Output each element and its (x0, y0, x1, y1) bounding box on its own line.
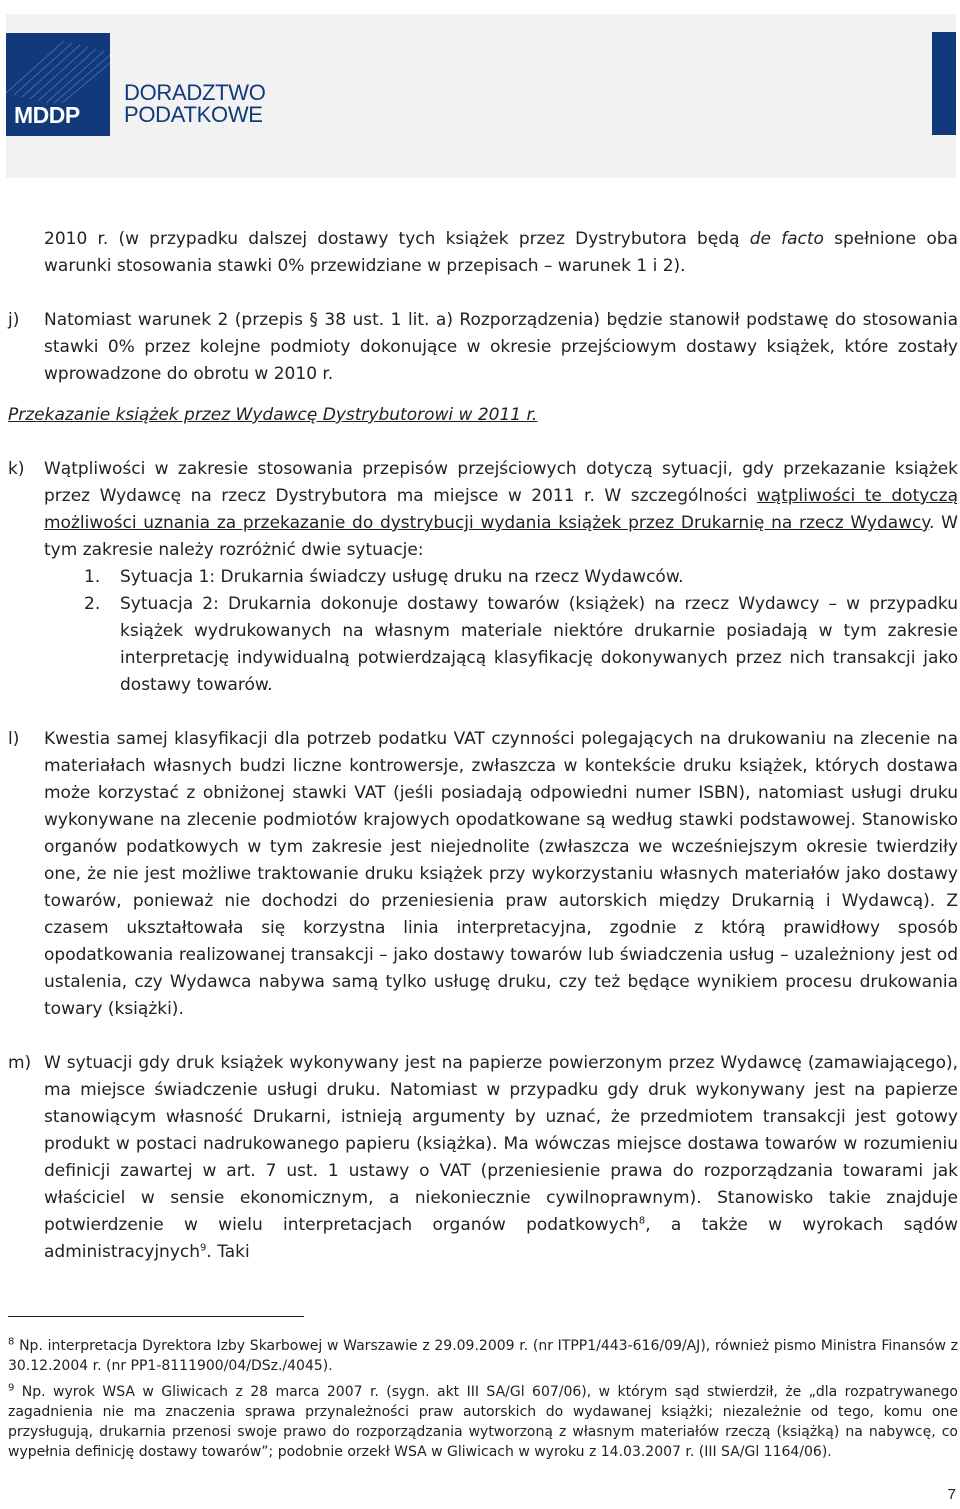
paragraph-text: Wątpliwości w zakresie stosowania przepisów przejściowych dotyczą sytuacji, gdy przekazanie książek przez Wydawcę na rzecz Dystrybutora ma miejsce w 2011 r. W szczególności (44, 459, 958, 506)
footnote-text: Np. wyrok WSA w Gliwicach z 28 marca 2007 r. (sygn. akt III SA/Gl 607/06), w którym sąd stwierdził, że „dla rozpatrywanego zagadnienia nie ma znaczenia sprawa przynależności praw autorskich do wydawanej książki; niezależnie od tego, komu one przysługują, drukarnia przenosi swoje prawo do rozporządzania wytworzoną z własnym materiałów rzeczą (książką) na nabywcę, co wypełnia definicję dostawy towarów”; podobnie orzekł WSA w Gliwicach w wyroku z 14.03.2007 r. (III SA/Gl 1164/06). (8, 1384, 958, 1460)
paragraph-k (8, 456, 958, 564)
page-number: 7 (947, 1486, 956, 1503)
list-item-number: 1. (84, 567, 101, 587)
list-item (84, 591, 958, 699)
logo-abbr: MDDP (14, 102, 80, 128)
footnote-divider (8, 1316, 304, 1317)
paragraph-text: W sytuacji gdy druk książek wykonywany jest na papierze powierzonym przez Wydawcę (zamawiającego), ma miejsce świadczenie usługi druku. Natomiast w przypadku gdy druk wykonywany jest na papierze stanowiącym własność Drukarni, istnieją argumenty by uznać, że przedmiotem transakcji jest gotowy produkt w postaci nadrukowanego papieru (książka). Ma wówczas miejsce dostawa towarów w rozumieniu definicji zawartej w art. 7 ust. 1 ustawy o VAT (przeniesienie prawa do rozporządzania towarami jak właściciel w sensie ekonomicznym, a niekoniecznie cywilnoprawnym). Stanowisko takie znajduje potwierdzenie w wielu interpretacjach organów podatkowych (44, 1053, 958, 1235)
list-item-text: Sytuacja 1: Drukarnia świadczy usługę druku na rzecz Wydawców. (120, 567, 684, 587)
footnote-ref[interactable]: 8 (638, 1215, 646, 1227)
list-item (84, 564, 958, 591)
paragraph-label: k) (8, 459, 25, 479)
logo-wordmark (124, 82, 266, 126)
paragraph-label: m) (8, 1053, 32, 1073)
intro-text: 2010 r. (w przypadku dalszej dostawy tych książek przez Dystrybutora będą (44, 229, 750, 249)
paragraph-text: Natomiast warunek 2 (przepis § 38 ust. 1 lit. a) Rozporządzenia) będzie stanowił podstawę do stosowania stawki 0% przez kolejne podmioty dokonujące w okresie przejściowym dostawy książek, które zostały wprowadzone do obrotu w 2010 r. (44, 310, 958, 384)
section-heading: Przekazanie książek przez Wydawcę Dystrybutorowi w 2011 r. (8, 405, 538, 425)
underlined-text: wątpliwości te dotyczą możliwości uznania za przekazanie do dystrybucji wydania książek przez Drukarnię na rzecz Wydawcy (44, 486, 958, 533)
paragraph-text-end: . Taki (206, 1242, 250, 1262)
paragraph-j (8, 307, 958, 388)
list-item-text: Sytuacja 2: Drukarnia dokonuje dostawy towarów (książek) na rzecz Wydawcy – w przypadku książek wydrukowanych na własnym materiale niektóre drukarnie posiadają w tym zakresie interpretację indywidualną potwierdzającą klasyfikację dokonywanych przez nich transakcji jako dostawy towarów. (120, 594, 958, 695)
paragraph-text: Kwestia samej klasyfikacji dla potrzeb podatku VAT czynności polegających na drukowaniu na zlecenie na materiałach własnych budzi liczne kontrowersje, zwłaszcza w kontekście druku książek, których dostawa może korzystać z obniżonej stawki VAT (jeśli posiadają odpowiedni numer ISBN), natomiast usługi druku wykonywane na zlecenie podmiotów krajowych opodatkowane są według stawki podstawowej. Stanowisko organów podatkowych w tym zakresie jest niejednolite (zwłaszcza we wcześniejszym okresie twierdziły one, że nie jest możliwe traktowanie druku książek przy wykorzystaniu własnych materiałów jako dostawy towarów, ponieważ nie dochodzi do przeniesienia praw autorskich między Drukarnią i Wydawcą). Z czasem ukształtowała się korzystna linia interpretacyjna, zgodnie z którą prawidłowy sposób opodatkowania realizowanej transakcji – jako dostawy towarów lub świadczenia usług – uzależniony jest od ustalenia, czy Wydawca nabywa samą tylko usługę druku, czy też będące wynikiem procesu drukowania towary (książki). (44, 729, 958, 1019)
footnote-number: 9 (8, 1382, 15, 1394)
document-body (8, 226, 958, 1266)
footnote (8, 1336, 958, 1376)
paragraph-label: l) (8, 729, 20, 749)
logo-line-2: PODATKOWE (124, 102, 263, 127)
footnote-number: 8 (8, 1336, 15, 1348)
footnote (8, 1382, 958, 1462)
company-logo (6, 33, 110, 136)
intro-paragraph (8, 226, 958, 280)
intro-text-end: spełnione oba warunki stosowania stawki 0% przewidziane w przepisach – warunek 1 i 2). (44, 229, 958, 276)
paragraph-l (8, 726, 958, 1023)
footnote-ref[interactable]: 9 (200, 1242, 207, 1254)
footnotes (8, 1336, 958, 1462)
header-accent-bar (932, 32, 956, 135)
list-item-number: 2. (84, 594, 101, 614)
paragraph-label: j) (8, 310, 20, 330)
paragraph-m (8, 1050, 958, 1266)
footnote-text: Np. interpretacja Dyrektora Izby Skarbowej w Warszawie z 29.09.2009 r. (nr ITPP1/443-616/09/AJ), również pismo Ministra Finansów z 30.12.2004 r. (nr PP1-8111900/04/DSz./4045). (8, 1338, 958, 1374)
paragraph-text-end: . W tym zakresie należy rozróżnić dwie sytuacje: (44, 513, 958, 560)
paragraph-text: , a także w wyrokach sądów administracyjnych (44, 1215, 958, 1262)
logo-line-1: DORADZTWO (124, 80, 266, 105)
intro-italic: de facto (749, 229, 824, 249)
